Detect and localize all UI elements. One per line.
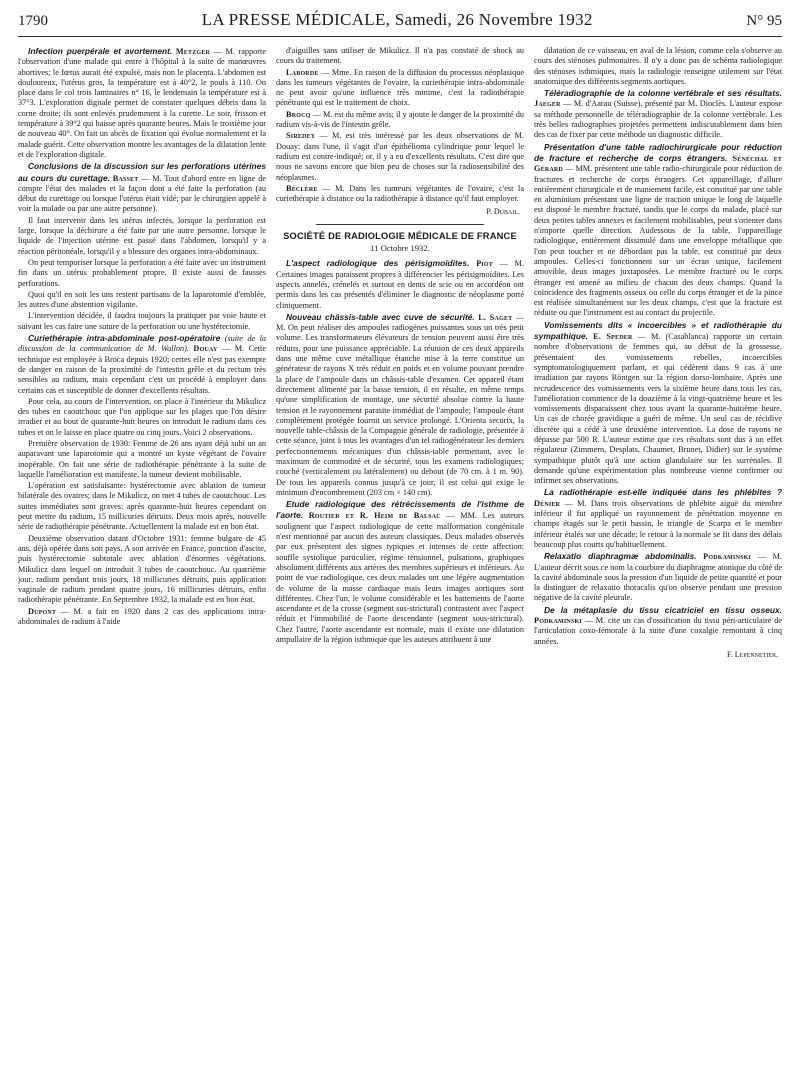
paragraph-text: Première observation de 1930: Femme de 26 ans ayant déjà subi un an auparavant une laparotomie qui a montré un kyste végétant de l'ovaire inopérable. On fait une série de radiothérapie pénétrante à la suite de laquelle l'amélioration est manifeste, la tumeur devient mobilisable. <box>18 438 266 479</box>
paragraph <box>18 216 266 257</box>
paragraph-text: Il faut intervenir dans les utérus infectés, lorsque la perforation est large, lorsque la déchirure a été faite par une autre personne, lorsque le liquide de l'injection utérine est passé dans l'abdomen, lorsqu'il y a réaction péritonéale, lorsqu'il y a blessure des organes intra-abdominaux. <box>18 215 266 256</box>
paragraph-text: L'opération est satisfaisante: hystérectomie avec ablation de tumeur bilatérale des ovaires; dans le Mikulicz, on met 4 tubes de caoutchouc. Les suites immédiates sont graves: après quarante-huit heures cependant on peut mettre du radium, 15 millicuries détruits. Deux mois après, nouvelle série de radiothérapie pénétrante. Actuellement la malade est en bon état. <box>18 481 266 532</box>
section-title: Vomissements dits « incoercibles » et radiothérapie du sympathique. <box>534 319 782 342</box>
section-title: De la métaplasie du tissu cicatriciel en tissu osseux. <box>544 604 782 615</box>
paragraph <box>18 161 266 214</box>
column-2 <box>276 46 524 1072</box>
section-title: Curiethérapie intra-abdominale post-opératoire <box>28 333 221 344</box>
paragraph <box>276 258 524 310</box>
paragraph <box>18 607 266 628</box>
paragraph-text: — M. On peut réaliser des ampoules radiogènes puissantes sous un très petit volume. Les transformateurs élévateurs de tension peuvent aussi être très réduits, pour une puissance appréciable. La réunion de ces deux appareils dans une même cuve métallique étanche mise à la terre constitue un générateur de rayons X très réduit en poids et en volume pouvant prendre la place de l'ampoule dans un châssis-table d'examen. Cet appareil étant directement alimenté par la basse tension, il en résulte, en même temps qu'une simplification de montage, une sécurité absolue contre la haute tension et le rayonnement parasite immédiat de l'ampoule; l'ampoule étant complètement protégée fournit un service prolongé. L'Orienta securix, la nouvelle table-châssis de la Compagnie générale de radiologie, présentée à cette séance, joint à tous les avantages d'un tel radiogénérateur les derniers perfectionnements mécaniques d'un châssis-table permettant, avec le maximum de commodité et de sécurité, tous les examens radiologiques; couché (verticalement ou latéralement) ou debout (de 70 cm. à 1 m. 90). De tous les appareils connus jusqu'à ce jour, il est celui qui exige le minimum d'encombrement (203 cm × 140 cm). <box>276 312 524 497</box>
paragraph <box>534 320 782 487</box>
paragraph-text: — M. (Casablanca) rapporte un certain nombre d'observations de femmes qui, au début de la grossesse, présentaient des vomissements rebelles, incoercibles symptomatologiquement parlant, et qui cédèrent dans 9 cas à une irradiation par rayons Röntgen sur la région dorso-lombaire. Après une recrudescence des vomissements vers la sixième heure dans tous les cas, l'amélioration commence de la douzième à la vingt-quatrième heure et les vomissements disparaissent chez tous avant la quarante-huitième heure. Un cas de chorée gravidique a guéri de même. Un seul cas de récidive discrète qui a cédé à une deuxième intervention. La dose de rayons ne dépasse par 500 R. L'auteur estime que ces résultats sont dus à un effet régulateur (Zimmern, Desplats, Chaumet, Brunet, Didier) sur le système sympathique plutôt qu'à une action glandulaire sur les surrénales. Il demande qu'une expérimentation plus nombreuse vienne confirmer ou infirmer ses observations. <box>534 332 782 486</box>
signature-lepennetier: F. Lepennetier. <box>726 649 778 659</box>
paragraph <box>534 46 782 87</box>
section-title: Nouveau châssis-table avec cuve de sécurité. <box>286 311 475 322</box>
paragraph-text: dilatation de ce vaisseau, en aval de la lésion, comme cela s'observe au cours des sténoses pulmonaires. Il n'y a donc pas de schéma radiologique des sténoses isthmiques, mais la radiologie renseigne utilement sur l'état anatomique des différents segments aortiques. <box>534 46 782 86</box>
speaker-name: Routier et R. Heim de Balsac <box>308 511 441 521</box>
paragraph-text: Quoi qu'il en soit les uns restent partisans de la laparotomie d'emblée, les autres d'une abstention vigilante. <box>18 289 266 310</box>
speaker-name: Laborde <box>286 67 319 77</box>
speaker-name: Sénéchal et Gérard <box>534 153 782 174</box>
paragraph <box>534 551 782 603</box>
speaker-name: E. Speder <box>593 332 633 342</box>
section-title: Conclusions de la discussion sur les perforations utérines au cours du curettage. <box>18 161 266 183</box>
section-divider <box>316 224 484 225</box>
speaker-name: Podkaminski <box>703 552 752 562</box>
speaker-name: Piot <box>476 259 493 269</box>
paragraph <box>276 499 524 645</box>
paragraph-text: — M. est très intéressé par les deux observations de M. Douay: dans l'une, il s'agit d'un épithélioma cylindrique pour lequel le radium est contre-indiqué; or, il y a eu d'excellents résultats. C'est dire que nous ne savons encore que bien peu de choses sur la radiosensibilité des néoplasmes. <box>276 131 524 182</box>
section-title: Infection puerpérale et avortement. <box>28 46 173 56</box>
paragraph <box>276 184 524 205</box>
page-header <box>18 10 782 37</box>
paragraph-text: Deuxième observation datant d'Octobre 1931: femme bulgare de 45 ans, déjà opérée dans son pays. A son arrivée en France, ponction d'ascite, puis hystérectomie subtotale avec ablation d'énormes végétations. Mikulicz dans lequel on introduit 3 tubes de caoutchouc. Au quatrième jour, radium pendant trois jours, 18 millicuries détruits, puis application vaginale de radium pendant quatre jours, 16 millicuries détruits, enfin radiothérapie pénétrante. En Septembre 1932, la malade est en bon état. <box>18 533 266 605</box>
journal-title: LA PRESSE MÉDICALE, Samedi, 26 Novembre 1932 <box>201 10 593 29</box>
paragraph-text: — M. d'Aarau (Suisse), présenté par M. Dioclès. L'auteur expose sa méthode personnelle de téléradiographie de la colonne vertébrale. Les très belles radiographies projetées permettent indiscutablement dans bien des cas de fixer par cette méthode un diagnostic difficile. <box>534 99 782 140</box>
society-heading: SOCIÉTÉ DE RADIOLOGIE MÉDICALE DE FRANCE <box>283 230 517 241</box>
speaker-name: Basset <box>112 173 139 183</box>
session-date: 11 Octobre 1932. <box>370 243 430 254</box>
speaker-name: Siredey <box>286 131 316 141</box>
paragraph <box>534 88 782 140</box>
issue-number: N° 95 <box>746 13 782 29</box>
section-title: La radiothérapie est-elle indiquée dans les phlébites ? <box>544 487 782 498</box>
paragraph-text: — M. Tout d'abord entre en ligne de compte l'état des malades et la façon dont a été faite la perforation (au début du curettage ou lorsque l'utérus était vidé; par le chirurgien appelé à voir la malade ou par une autre personne). <box>18 173 266 214</box>
section-title: L'aspect radiologique des périsigmoïdites. <box>286 258 470 269</box>
paragraph <box>534 487 782 550</box>
paragraph <box>276 110 524 131</box>
column-1 <box>18 46 266 1072</box>
paragraph-text: — M. Dans trois observations de phlébite aiguë du membre inférieur il fut appliqué un rayonnement de pénétration moyenne en champs étagés sur le petit bassin, le triangle de Scarpa et le membre inférieur étalés sur une décade; le retour à la normale se fit dans des délais beaucoup plus courts qu'habituellement. <box>534 498 782 549</box>
section-title: Relaxatio diaphragmæ abdominalis. <box>544 551 697 562</box>
paragraph-text: — M. L'auteur décrit sous ce nom la courbure du diaphragme atonique du côté de la cavité abdominale sous la pression d'un liquide de petite quantité et pour la distinguer de relaxatio thoracalis qu'on observe pendant une pression négative de la cavité pleurale. <box>534 552 782 603</box>
paragraph-text: L'intervention décidée, il faudra toujours la pratiquer par voie haute et suivant les cas faire une suture de la perforation ou une hystérectomie. <box>18 311 266 331</box>
paragraph <box>276 68 524 109</box>
paragraph-text: On peut temporiser lorsque la perforation a été faite avec un instrument fin dans un utérus probablement propre. Il existe aussi de fausses perforations. <box>18 257 266 288</box>
paragraph <box>18 311 266 332</box>
paragraph-text: Pour cela, au cours de l'intervention, on place à l'intérieur du Mikulicz des tubes en caoutchouc que l'on applique sur les plages que l'on désire irradier et au bout de quarante-huit heures on introduit le radium dans ces tubes et on le laisse en place quatre ou cinq jours. Voici 2 observations. <box>18 396 266 437</box>
signature-dubail: P. Dubail. <box>486 207 520 217</box>
paragraph <box>18 439 266 480</box>
section-title: Téléradiographie de la colonne vertébrale et ses résultats. <box>544 88 782 99</box>
speaker-name: L. Saget <box>478 312 513 322</box>
paragraph-text: — M. rapporte l'observation d'une malade qui entre à l'hôpital à la suite de manœuvres abortives; le fœtus aurait été expulsé, mais non le placenta. L'abdomen est douloureux, l'utérus gros, la température est à 40°2, le pouls à 110. On place dans le col trois laminaires n° 16, le lendemain la température est à 37°3. L'exploration digitale permet de constater quelques débris dans la corne droite; ils sont enlevés prudemment à la curette. Le soir, frisson et température à 39°2 qui baisse après quarante heures. Mais le troisième jour de nouveau 40°. On fait un abcès de fixation qui évolue normalement et la malade guérit. Cette observation montre les avantages de la dilatation lente et de l'exploration digitale. <box>18 47 266 159</box>
title-note: (suite de la discussion de la communication de M. Wallon). <box>18 334 266 354</box>
speaker-name: Béclère <box>286 183 318 193</box>
page-number: 1790 <box>18 13 48 29</box>
paragraph-text: — M. cite un cas d'ossification du tissu péri-articulaire de l'articulation coxo-fémorale à la suite d'une coxalgie remontant à cinq années. <box>534 616 782 646</box>
paragraph <box>18 333 266 396</box>
paragraph-text: d'aiguilles sans utiliser de Mikulicz. Il n'a pas constaté de shock au cours du traitement. <box>276 46 524 66</box>
paragraph <box>18 397 266 438</box>
paragraph <box>18 481 266 532</box>
speaker-name: Douay <box>193 344 218 354</box>
paragraph <box>534 605 782 647</box>
paragraph-text: — M. est du même avis; il y ajoute le danger de la proximité du radium vis-à-vis de l'intestin grêle. <box>276 109 524 130</box>
article-columns <box>18 46 782 1072</box>
speaker-name: Brocq <box>286 109 311 119</box>
speaker-name: Dénier <box>534 498 561 508</box>
paragraph <box>276 312 524 498</box>
paragraph <box>18 46 266 160</box>
speaker-name: Dupont <box>28 606 57 616</box>
section-title: Etude radiologique des rétrécissements de l'isthme de l'aorte. <box>276 499 524 521</box>
paragraph-text: — Mme. En raison de la diffusion du processus néoplasique dans les tumeurs végétantes de l'ovaire, la curiethérapie intra-abdominale ne peut avoir qu'une influence très minime, c'est la radiothérapie pénétrante qui est le traitement de choix. <box>276 67 524 108</box>
paragraph <box>18 534 266 606</box>
paragraph-text: — M. Certaines images paraissent propres à différencier les périsigmoïdites. Les aspects annelés, crénelés et surtout en dents de scie ou en accordéon ont permis dans les cas présentés d'éliminer le diagnostic de néoplasme porté cliniquement. <box>276 259 524 310</box>
column-3 <box>534 46 782 1072</box>
paragraph <box>18 290 266 311</box>
paragraph <box>276 46 524 67</box>
speaker-name: Metzger <box>175 47 211 56</box>
speaker-name: Podkaminski <box>534 616 582 626</box>
paragraph-text: — M. Cette technique est employée à Broca depuis 1920; certes elle n'est pas exempte de danger en raison de la proximité de l'intestin grêle et du rectum très sensibles au radium, mais cependant c'est un procédé à employer dans certains cas et susceptible de donner d'excellents résultats. <box>18 344 266 395</box>
section-title: Présentation d'une table radiochirurgicale pour réduction de fracture et recherche de corps étrangers. <box>534 141 782 163</box>
paragraph-text: — MM. présentent une table radio-chirurgicale pour réduction de fractures et recherche de corps étrangers. Cet appareillage, d'allure entièrement chirurgicale et de maniement facile, est constitué par une table en aluminium présentant une ligne de traction unique le long de laquelle est disposé le membre fracturé, tandis que le corps du malade, placé sur deux petites tables annexes et facilement mobilisables, peut s'orienter dans n'importe quelle direction. Audessous de la table, l'appareillage radiologique, entièrement dissimulé dans une enveloppe métallique que l'on peut toucher et ne débordant pas la table, est constitué par deux ampoules. Celles-ci fonctionnent sur un écran unique, facilement amovible, deux images juxtaposées. Le membre fracturé ou le corps étranger est amené au milieu de chacun des deux champs. Quand la coïncidence des fragments osseux ou celle du corps étranger et de la pince est réalisée simultanément sur les deux champs, c'est que la fracture est réduite ou que l'instrument est au contact du projectile. <box>534 164 782 318</box>
speaker-name: Jaeger <box>534 99 561 109</box>
paragraph-text: — MM. Les auteurs soulignent que l'aspect radiologique de cette malformation congénitale n'est mentionné par aucun des auteurs classiques. Deux malades observés par eux présentent des signes typiques et intenses de cette affection: souffle systolique particulier, régime tensionnel, pulsations, graphiques absolument différents aux artères des membres supérieurs et inférieurs. Au point de vue radiologique, ces deux malades ont une légère augmentation de volume de la masse cardiaque mais leurs images aortiques sont différentes. Chez l'un, le volume considérable et les battements de l'aorte ascendante et de la crosse (segment sus-strictural) contrastent avec l'aspect réduit et l'immobilité de l'aorte descendante (segment sous-strictural). Chez l'autre, l'aorte ascendante est normale, mais il existe une dilatation ampullaire de la région isthmique que les auteurs attribuent à une <box>276 511 524 645</box>
paragraph <box>534 142 782 319</box>
paragraph-text: — M. Dans les tumeurs végétantes de l'ovaire, c'est la curiethérapie à distance ou la radiothérapie à distance qu'il faut employer. <box>276 183 524 204</box>
paragraph <box>18 258 266 289</box>
paragraph <box>276 131 524 182</box>
paragraph-text: — M. a fait en 1920 dans 2 cas des applications intra-abdominales de radium à l'aide <box>18 606 266 627</box>
